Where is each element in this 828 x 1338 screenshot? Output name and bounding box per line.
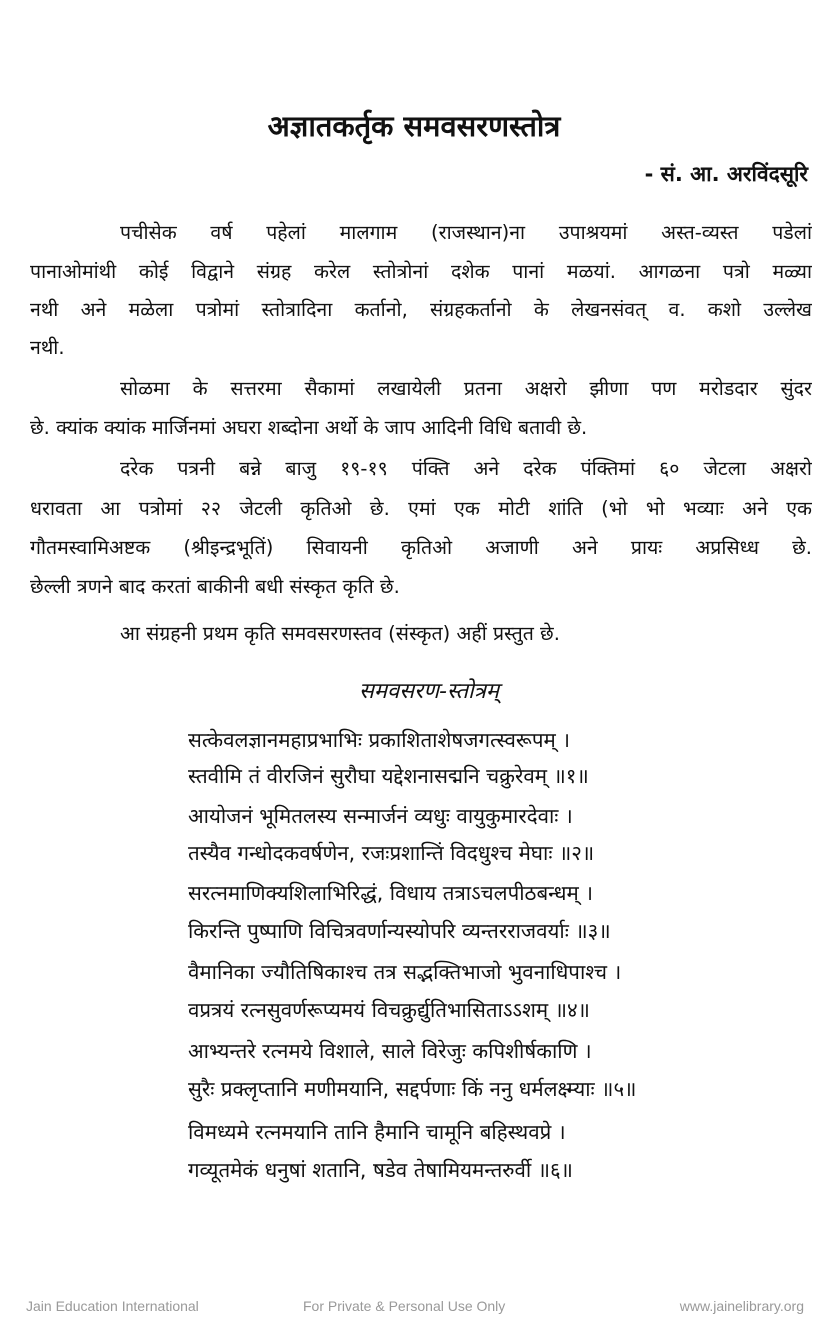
- verse-line: आभ्यन्तरे रत्नमये विशाले, साले विरेजुः कपिशीर्षकाणि ।: [188, 1039, 592, 1063]
- verse-line: विमध्यमे रत्नमयानि तानि हैमानि चामूनि बहिस्थवप्रे ।: [188, 1120, 566, 1144]
- verse-line: सत्केवलज्ञानमहाप्रभाभिः प्रकाशिताशेषजगत्स्वरूपम् ।: [188, 728, 571, 752]
- verse-line: सुरैः प्रक्लृप्तानि मणीमयानि, सद्दर्पणाः किं ननु धर्मलक्ष्म्याः ॥५॥: [188, 1077, 637, 1101]
- paragraph-line: नथी अने मळेला पत्रोमां स्तोत्रादिना कर्तानो, संग्रहकर्तानो के लेखनसंवत् व. कशो उल्लेख: [30, 298, 812, 321]
- paragraph-line: गौतमस्वामिअष्टक (श्रीइन्द्रभूतिं) सिवायनी कृतिओ अजाणी अने प्रायः अप्रसिध्ध छे.: [30, 536, 812, 559]
- paragraph-line: छे. क्यांक क्यांक मार्जिनमां अघरा शब्दोना अर्थो के जाप आदिनी विधि बतावी छे.: [30, 416, 588, 439]
- paragraph-line: दरेक पत्रनी बन्ने बाजु १९-१९ पंक्ति अने दरेक पंक्तिमां ६० जेटला अक्षरो: [120, 457, 812, 480]
- verse-line: स्तवीमि तं वीरजिनं सुरौघा यद्देशनासद्मनि चक्रुरेवम् ॥१॥: [188, 764, 589, 788]
- footer-center: For Private & Personal Use Only: [303, 1298, 506, 1314]
- paragraph-line: पचीसेक वर्ष पहेलां मालगाम (राजस्थान)ना उपाश्रयमां अस्त-व्यस्त पडेलां: [120, 221, 812, 244]
- attribution: - सं. आ. अरविंदसूरि: [644, 162, 808, 186]
- paragraph-line: छेल्ली त्रणने बाद करतां बाकीनी बधी संस्कृत कृति छे.: [30, 575, 400, 598]
- footer-left: Jain Education International: [26, 1298, 199, 1314]
- verse-line: किरन्ति पुष्पाणि विचित्रवर्णान्यस्योपरि व्यन्तरराजवर्याः ॥३॥: [188, 919, 611, 943]
- verse-line: वप्रत्रयं रत्नसुवर्णरूप्यमयं विचक्रुर्द्युतिभासिताऽऽशम् ॥४॥: [188, 998, 590, 1022]
- verse-line: गव्यूतमेकं धनुषां शतानि, षडेव तेषामियमन्तरुर्वी ॥६॥: [188, 1158, 573, 1182]
- paragraph-line: पानाओमांथी कोई विद्वाने संग्रह करेल स्तोत्रोनां दशेक पानां मळयां. आगळना पत्रो मळ्या: [30, 260, 812, 283]
- paragraph-line: धरावता आ पत्रोमां २२ जेटली कृतिओ छे. एमां एक मोटी शांति (भो भो भव्याः अने एक: [30, 497, 812, 520]
- paragraph-line: आ संग्रहनी प्रथम कृति समवसरणस्तव (संस्कृत) अहीं प्रस्तुत छे.: [120, 622, 560, 645]
- page-title: अज्ञातकर्तृक समवसरणस्तोत्र: [267, 109, 561, 143]
- paragraph-line: नथी.: [30, 336, 65, 359]
- verse-line: वैमानिका ज्यौतिषिकाश्च तत्र सद्भक्तिभाजो भुवनाधिपाश्च ।: [188, 960, 622, 984]
- verse-line: तस्यैव गन्धोदकवर्षणेन, रजःप्रशान्तिं विदधुश्च मेघाः ॥२॥: [188, 841, 595, 865]
- verse-line: आयोजनं भूमितलस्य सन्मार्जनं व्यधुः वायुकुमारदेवाः ।: [188, 804, 573, 828]
- paragraph-line: सोळमा के सत्तरमा सैकामां लखायेली प्रतना अक्षरो झीणा पण मरोडदार सुंदर: [120, 377, 812, 400]
- footer-right-link[interactable]: www.jainelibrary.org: [679, 1298, 804, 1314]
- verse-line: सरत्नमाणिक्यशिलाभिरिद्धं, विधाय तत्राऽचलपीठबन्धम् ।: [188, 881, 593, 905]
- verse-heading: समवसरण-स्तोत्रम्: [358, 679, 500, 704]
